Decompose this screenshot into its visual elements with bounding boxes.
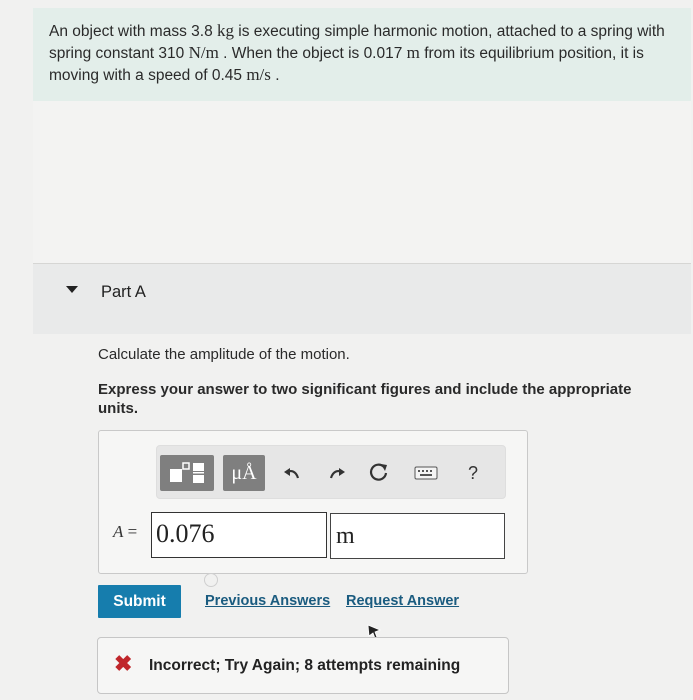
- question-text: Calculate the amplitude of the motion.: [98, 346, 350, 363]
- math-toolbar: [156, 445, 506, 499]
- problem-text-2: is executing simple harmonic motion, attached to a spring with spring constant 310: [49, 23, 665, 62]
- redo-icon: [327, 465, 347, 481]
- undo-button[interactable]: [278, 458, 306, 488]
- units-button[interactable]: [223, 455, 265, 491]
- previous-answers-link[interactable]: Previous Answers: [205, 593, 331, 609]
- loading-indicator-icon: [204, 573, 218, 587]
- units-icon: μÅ: [231, 461, 257, 484]
- collapse-caret-icon[interactable]: [66, 286, 78, 293]
- part-label: Part A: [101, 283, 146, 301]
- problem-statement: [33, 8, 691, 101]
- unit-n-per-m: N/m: [188, 43, 219, 62]
- value-input[interactable]: 0.076: [151, 512, 327, 558]
- unit-kg: kg: [217, 21, 234, 40]
- feedback-message: Incorrect; Try Again; 8 attempts remaining: [149, 657, 461, 674]
- redo-button[interactable]: [323, 458, 351, 488]
- equals-sign: =: [123, 522, 138, 541]
- help-icon: ?: [467, 462, 478, 483]
- problem-text-4: from its equilibrium position, it is moving with a speed of 0.45: [49, 45, 644, 84]
- error-x-icon: ✖: [114, 651, 133, 676]
- unit-m-per-s: m/s: [246, 65, 271, 84]
- problem-text-5: .: [270, 67, 280, 84]
- reset-icon: [368, 462, 390, 484]
- variable-symbol: A: [113, 522, 124, 541]
- unit-input[interactable]: m: [330, 513, 505, 559]
- templates-icon: [167, 460, 207, 486]
- answer-box: [98, 430, 528, 574]
- help-button[interactable]: [459, 458, 487, 488]
- keyboard-button[interactable]: [413, 458, 439, 488]
- spacer: [33, 101, 691, 263]
- reset-button[interactable]: [365, 458, 393, 488]
- keyboard-icon: [414, 466, 438, 480]
- problem-text-1: An object with mass 3.8: [49, 23, 217, 40]
- request-answer-link[interactable]: Request Answer: [346, 593, 460, 609]
- unit-m: m: [406, 43, 420, 62]
- submit-button[interactable]: Submit: [98, 585, 181, 618]
- undo-icon: [282, 465, 302, 481]
- answer-variable-label: [113, 522, 137, 542]
- feedback-box: [97, 637, 509, 694]
- part-a-header[interactable]: [33, 264, 691, 334]
- question-instructions: Express your answer to two significant figures and include the appropriate units.: [98, 381, 632, 417]
- templates-button[interactable]: [160, 455, 214, 491]
- problem-text-3: . When the object is 0.017: [218, 45, 407, 62]
